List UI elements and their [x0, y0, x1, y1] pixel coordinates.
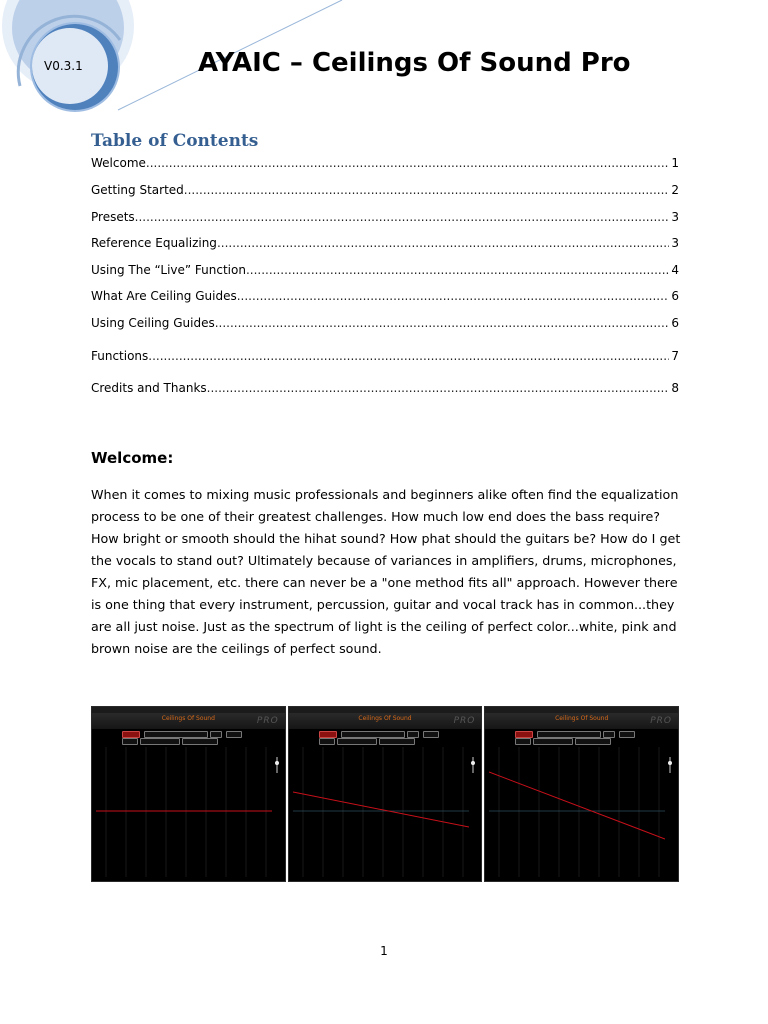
- slider-track: [669, 757, 671, 773]
- toc-leader-dots: [135, 210, 670, 224]
- slider-track: [472, 757, 474, 773]
- toc-entry-label: Presets: [91, 210, 135, 224]
- slider-thumb: [275, 761, 279, 765]
- option-button: [575, 738, 611, 745]
- toc-entry-page: 4: [671, 263, 679, 277]
- toc-leader-dots: [184, 183, 670, 197]
- toc-entry-presets[interactable]: [91, 210, 679, 224]
- preset-button: [319, 731, 337, 738]
- toc-entry-label: Using The “Live” Function: [91, 263, 246, 277]
- plugin-logo: PRO: [256, 716, 279, 726]
- welcome-paragraph: When it comes to mixing music professionals and beginners alike often find the equalization process to be one of their greatest challenges. How much low end does the bass require? How bright or smooth should the hihat sound? How phat should the guitars be? How do I get the vocals to stand out? Ultimately because of variances in amplifiers, drums, microphones, FX, mic placement, etc. there can never be a "one method fits all" approach. However there is one thing that every instrument, percussion, guitar and vocal track has in common...they are all just noise. Just as the spectrum of light is the ceiling of perfect color...white, pink and brown noise are the ceilings of perfect sound.: [91, 487, 681, 656]
- toc-leader-dots: [237, 289, 670, 303]
- save-button: [210, 731, 222, 738]
- spectrum-plot: [96, 747, 272, 877]
- welcome-heading: Welcome:: [91, 449, 174, 467]
- option-button: [379, 738, 415, 745]
- option-button: [337, 738, 377, 745]
- toc-entry-page: 3: [671, 210, 679, 224]
- slider-thumb: [471, 761, 475, 765]
- toc-entry-live-function[interactable]: [91, 263, 679, 277]
- plugin-title: Ceilings Of Sound: [161, 715, 215, 722]
- plugin-screenshot-steep: [484, 706, 679, 882]
- toc-entry-page: 8: [671, 381, 679, 395]
- toc-entry-label: Welcome: [91, 156, 146, 170]
- option-button: [122, 738, 138, 745]
- toc-entry-functions[interactable]: [91, 349, 679, 363]
- option-button: [140, 738, 180, 745]
- slider-thumb: [668, 761, 672, 765]
- toc-heading: Table of Contents: [91, 131, 259, 151]
- option-button: [319, 738, 335, 745]
- option-button: [182, 738, 218, 745]
- option-button: [515, 738, 531, 745]
- toc-entry-page: 3: [671, 236, 679, 250]
- slider-track: [276, 757, 278, 773]
- load-button: [619, 731, 635, 738]
- toc-entry-label: Credits and Thanks: [91, 381, 207, 395]
- toc-entry-label: Using Ceiling Guides: [91, 316, 215, 330]
- plugin-screenshot-flat: [91, 706, 286, 882]
- page-number: 1: [380, 944, 388, 958]
- toc-entry-page: 1: [671, 156, 679, 170]
- spectrum-plot: [489, 747, 665, 877]
- toc-entry-page: 6: [671, 316, 679, 330]
- option-button: [533, 738, 573, 745]
- spectrum-plot: [293, 747, 469, 877]
- level-slider: [666, 741, 675, 881]
- toc-entry-page: 7: [671, 349, 679, 363]
- preset-dropdown: [341, 731, 405, 738]
- toc-entry-label: Reference Equalizing: [91, 236, 217, 250]
- toc-leader-dots: [217, 236, 669, 250]
- toc-entry-page: 2: [671, 183, 679, 197]
- version-label: V0.3.1: [44, 59, 83, 73]
- toc-entry-label: What Are Ceiling Guides: [91, 289, 237, 303]
- plugin-screenshot-gentle: [288, 706, 483, 882]
- toc-entry-what-are-ceiling-guides[interactable]: [91, 289, 679, 303]
- plugin-title: Ceilings Of Sound: [358, 715, 412, 722]
- document-title: AYAIC – Ceilings Of Sound Pro: [198, 48, 631, 78]
- preset-button: [122, 731, 140, 738]
- toc-entry-reference-equalizing[interactable]: [91, 236, 679, 250]
- level-slider: [469, 741, 478, 881]
- toc-entry-label: Getting Started: [91, 183, 184, 197]
- plugin-logo: PRO: [453, 716, 476, 726]
- toc-leader-dots: [146, 156, 669, 170]
- toc-entry-getting-started[interactable]: [91, 183, 679, 197]
- toc-entry-using-ceiling-guides[interactable]: [91, 316, 679, 330]
- plugin-title: Ceilings Of Sound: [555, 715, 609, 722]
- toc-entry-page: 6: [671, 289, 679, 303]
- preset-dropdown: [537, 731, 601, 738]
- plugin-screenshots: [91, 706, 679, 882]
- toc-entry-credits[interactable]: [91, 381, 679, 395]
- preset-dropdown: [144, 731, 208, 738]
- save-button: [603, 731, 615, 738]
- toc-leader-dots: [148, 349, 669, 363]
- load-button: [226, 731, 242, 738]
- toc-leader-dots: [207, 381, 670, 395]
- save-button: [407, 731, 419, 738]
- toc-entry-welcome[interactable]: [91, 156, 679, 170]
- toc-leader-dots: [246, 263, 669, 277]
- plugin-logo: PRO: [650, 716, 673, 726]
- toc-leader-dots: [215, 316, 670, 330]
- toc-entry-label: Functions: [91, 349, 149, 363]
- level-slider: [273, 741, 282, 881]
- preset-button: [515, 731, 533, 738]
- load-button: [423, 731, 439, 738]
